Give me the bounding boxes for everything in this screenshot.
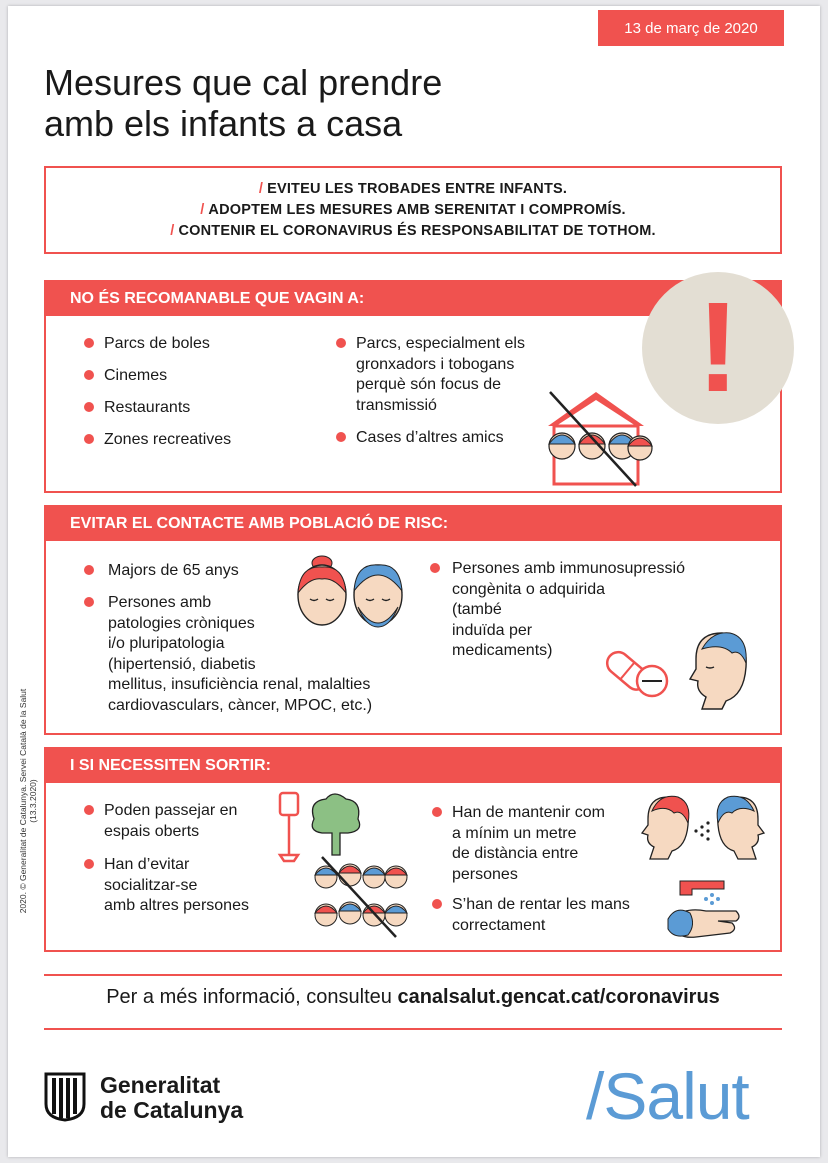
section-going-out (44, 747, 782, 952)
item-line: socialitzar-se (104, 876, 198, 894)
wordmark-line-2: de Catalunya (100, 1097, 244, 1123)
elderly-people-icon (294, 555, 406, 639)
info-prefix: Per a més informació, consulteu (106, 986, 398, 1008)
list-item: Cases d’altres amics (356, 429, 504, 446)
item-line: cardiovasculars, càncer, MPOC, etc.) (108, 696, 373, 714)
info-link[interactable]: canalsalut.gencat.cat/coronavirus (397, 986, 720, 1008)
side-credit: 2020. © Generalitat de Catalunya. Servei Català de la Salut (13.3.2020) (18, 688, 38, 914)
list-item: Restaurants (104, 399, 191, 416)
item-line: i/o pluripatologia (108, 635, 225, 652)
slash-mark: / (170, 223, 175, 239)
item-line: a mínim un metre (452, 824, 577, 842)
item-line: mellitus, insuficiència renal, malalties (108, 676, 371, 693)
bullet-dot (336, 338, 346, 348)
item-line: Persones amb (108, 594, 212, 611)
item-line: medicaments) (452, 642, 553, 659)
pills-icon (602, 637, 672, 699)
item-line: Han de mantenir com (452, 804, 605, 821)
list-item: Parcs de boles (104, 335, 210, 352)
bullet-dot (84, 597, 94, 607)
section-heading: I SI NECESSITEN SORTIR: (46, 749, 780, 783)
section-heading: EVITAR EL CONTACTE AMB POBLACIÓ DE RISC: (46, 507, 780, 541)
item-line: Parcs, especialment els (356, 335, 525, 352)
house-kids-crossed-icon (536, 386, 656, 490)
item-line: congènita o adquirida (452, 580, 606, 598)
section-risk-population (44, 505, 782, 735)
bullet-dot (84, 859, 94, 869)
list-item (104, 855, 249, 917)
bullet-dot (84, 338, 94, 348)
list-item (104, 801, 237, 842)
list-item (452, 895, 630, 936)
bullet-dot (84, 805, 94, 815)
warning-icon (642, 272, 794, 424)
list-item: Cinemes (104, 367, 168, 384)
item-line: perquè són focus de (356, 376, 501, 393)
list-item: Zones recreatives (104, 431, 232, 448)
page-title (44, 62, 604, 144)
title-line-2: amb els infants a casa (44, 103, 403, 144)
item-line: transmissió (356, 396, 437, 414)
bullet-dot (432, 807, 442, 817)
bullet-dot (432, 899, 442, 909)
profile-head-icon (682, 629, 752, 709)
bullet-dot (84, 370, 94, 380)
warning-glyph: ! (696, 276, 740, 419)
list-item (356, 334, 525, 416)
slogan-text: EVITEU LES TROBADES ENTRE INFANTS. (267, 181, 568, 197)
bullet-dot (84, 402, 94, 412)
poster (8, 6, 820, 1157)
section-not-recommended (44, 276, 782, 493)
park-tree-icon (274, 791, 366, 865)
item-line: induïda per (452, 621, 533, 639)
crowd-crossed-icon (312, 855, 408, 939)
item-line: correctament (452, 916, 546, 934)
generalitat-logo-icon (44, 1072, 86, 1122)
item-line: (també (452, 601, 502, 618)
wordmark-line-1: Generalitat (100, 1072, 221, 1098)
item-line: S’han de rentar les mans (452, 896, 630, 913)
item-line: persones (452, 865, 518, 883)
slogan-text: ADOPTEM LES MESURES AMB SERENITAT I COMPROMÍS. (208, 202, 626, 218)
info-line (44, 986, 782, 1009)
slash-mark: / (258, 181, 264, 197)
slogan-1 (259, 181, 567, 197)
item-line: de distància entre (452, 845, 579, 862)
generalitat-wordmark (100, 1073, 243, 1123)
list-item: Majors de 65 anys (108, 562, 239, 579)
item-line: patologies cròniques (108, 614, 255, 632)
slogan-box (44, 166, 782, 254)
list-item (452, 803, 605, 885)
salut-logo: /Salut (586, 1059, 749, 1133)
item-line: (hipertensió, diabetis (108, 655, 256, 673)
item-line: Persones amb immunosupressió (452, 560, 685, 577)
bullet-dot (84, 434, 94, 444)
slogan-2 (200, 202, 626, 218)
slash-mark: / (200, 202, 205, 218)
divider (44, 1028, 782, 1030)
slogan-3 (170, 223, 656, 239)
item-line: Han d’evitar (104, 856, 190, 873)
bullet-dot (336, 432, 346, 442)
hand-washing-icon (666, 877, 746, 943)
distance-heads-icon (638, 793, 768, 859)
title-line-1: Mesures que cal prendre (44, 62, 443, 103)
item-line: Poden passejar en (104, 802, 238, 819)
divider (44, 974, 782, 976)
slogan-text: CONTENIR EL CORONAVIRUS ÉS RESPONSABILITAT DE TOTHOM. (178, 223, 656, 239)
bullet-dot (430, 563, 440, 573)
item-line: gronxadors i tobogans (356, 355, 515, 373)
section-heading: NO ÉS RECOMANABLE QUE VAGIN A: (46, 282, 780, 316)
date-badge: 13 de març de 2020 (598, 10, 784, 46)
bullet-dot (84, 565, 94, 575)
item-line: espais oberts (104, 822, 200, 840)
item-line: amb altres persones (104, 897, 249, 914)
